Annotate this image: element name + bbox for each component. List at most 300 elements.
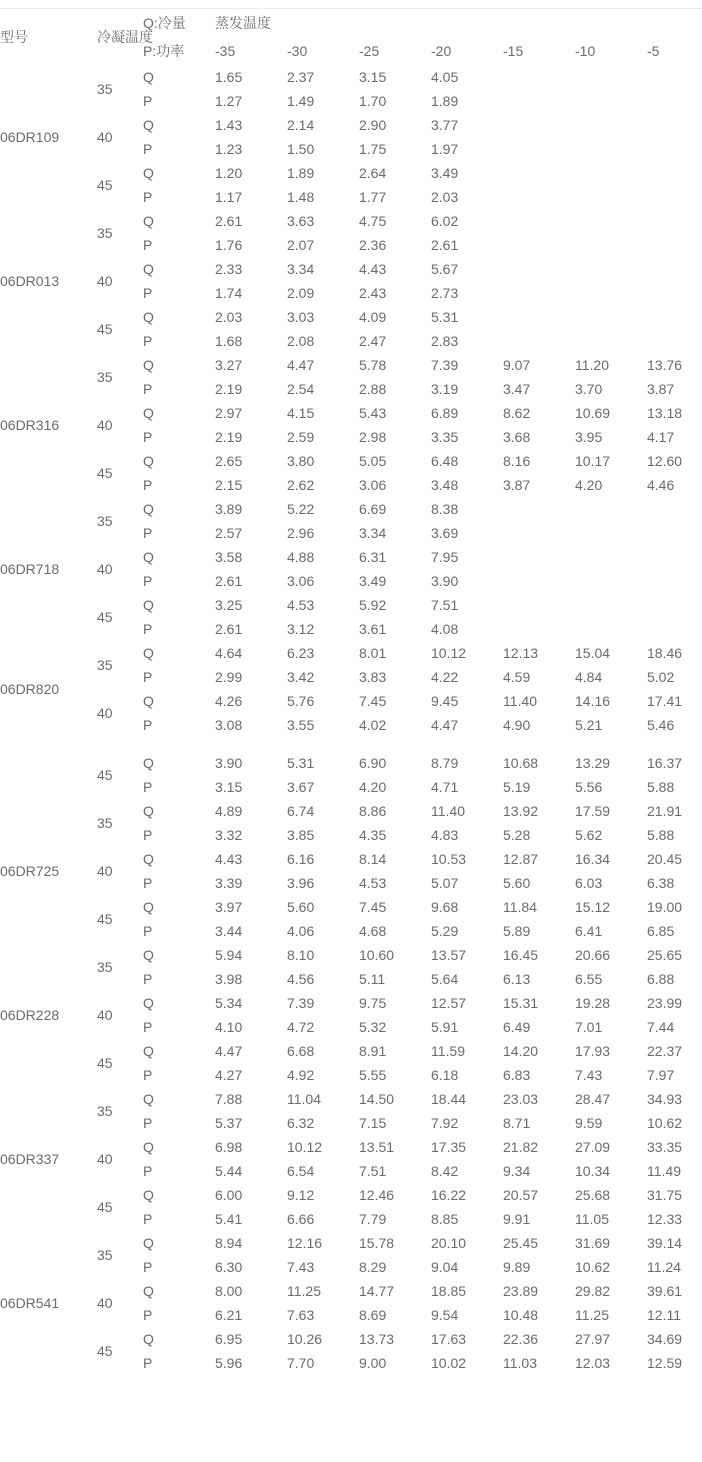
qp-label-cell: Q (143, 1043, 154, 1059)
value-cell: 1.20 (215, 165, 243, 181)
value-cell: 3.87 (503, 477, 531, 493)
value-cell: 6.03 (575, 875, 603, 891)
value-cell: 7.95 (431, 549, 459, 565)
value-cell: 12.13 (503, 645, 539, 661)
qp-label-cell: Q (143, 1091, 154, 1107)
value-cell: 21.91 (647, 803, 683, 819)
value-cell: 2.73 (431, 285, 459, 301)
value-cell: 5.43 (359, 405, 387, 421)
value-cell (575, 161, 647, 185)
value-cell: 6.16 (287, 851, 315, 867)
value-cell: 7.39 (431, 357, 459, 373)
qp-label-cell: Q (143, 1187, 154, 1203)
value-cell (647, 545, 702, 569)
value-cell: 3.69 (431, 525, 459, 541)
qp-label-cell: P (143, 669, 153, 685)
value-cell: 4.35 (359, 827, 387, 843)
value-cell: 5.31 (287, 755, 315, 771)
value-cell: 12.16 (287, 1235, 323, 1251)
value-cell (575, 185, 647, 209)
value-cell: 17.41 (647, 693, 683, 709)
value-cell: 2.61 (215, 621, 243, 637)
cond-temp-cell: 35 (97, 513, 113, 529)
value-cell: 4.05 (431, 69, 459, 85)
value-cell: 8.16 (503, 453, 531, 469)
value-cell (575, 521, 647, 545)
value-cell: 2.83 (431, 333, 459, 349)
value-cell (647, 593, 702, 617)
qp-label-cell: Q (143, 947, 154, 963)
value-cell: 5.92 (359, 597, 387, 613)
value-cell: 6.41 (575, 923, 603, 939)
table-row (0, 799, 702, 823)
value-cell: 14.16 (575, 693, 611, 709)
value-cell: 12.03 (575, 1355, 611, 1371)
value-cell: 39.61 (647, 1283, 683, 1299)
model-cell: 06DR109 (0, 129, 60, 145)
value-cell: 3.32 (215, 827, 243, 843)
value-cell: 17.35 (431, 1139, 467, 1155)
value-cell: 1.97 (431, 141, 459, 157)
value-cell: 3.96 (287, 875, 315, 891)
value-cell: 6.98 (215, 1139, 243, 1155)
value-cell: 3.77 (431, 117, 459, 133)
value-cell (503, 521, 575, 545)
value-cell: 4.89 (215, 803, 243, 819)
value-cell (575, 545, 647, 569)
value-cell (575, 617, 647, 641)
value-cell: 17.63 (431, 1331, 467, 1347)
header-temp-col-5: -15 (503, 43, 524, 59)
model-cell (0, 751, 97, 799)
value-cell: 3.08 (215, 717, 243, 733)
qp-label-cell: P (143, 1163, 153, 1179)
cond-temp-cell: 35 (97, 815, 113, 831)
value-cell: 11.84 (503, 899, 537, 915)
value-cell: 10.62 (575, 1259, 611, 1275)
value-cell: 1.76 (215, 237, 243, 253)
value-cell: 7.43 (287, 1259, 315, 1275)
qp-label-cell: P (143, 779, 153, 795)
qp-label-cell: P (143, 923, 153, 939)
value-cell: 9.54 (431, 1307, 459, 1323)
value-cell: 5.60 (503, 875, 531, 891)
cond-temp-cell: 35 (97, 225, 113, 241)
value-cell: 4.22 (431, 669, 459, 685)
value-cell: 3.34 (287, 261, 315, 277)
value-cell (503, 209, 575, 233)
value-cell: 3.89 (215, 501, 243, 517)
value-cell: 11.24 (647, 1259, 681, 1275)
qp-label-cell: P (143, 381, 153, 397)
value-cell: 4.84 (575, 669, 603, 685)
value-cell: 2.37 (287, 69, 315, 85)
value-cell: 1.77 (359, 189, 387, 205)
value-cell: 7.51 (359, 1163, 387, 1179)
value-cell: 5.32 (359, 1019, 387, 1035)
value-cell: 10.34 (575, 1163, 611, 1179)
value-cell: 6.85 (647, 923, 675, 939)
value-cell: 6.68 (287, 1043, 315, 1059)
value-cell (575, 569, 647, 593)
value-cell: 3.70 (575, 381, 603, 397)
value-cell: 3.95 (575, 429, 603, 445)
cond-temp-cell: 35 (97, 959, 113, 975)
value-cell: 12.33 (647, 1211, 683, 1227)
value-cell: 18.46 (647, 645, 683, 661)
value-cell: 1.74 (215, 285, 243, 301)
value-cell: 3.25 (215, 597, 243, 613)
value-cell: 5.88 (647, 779, 675, 795)
value-cell: 28.47 (575, 1091, 611, 1107)
value-cell: 6.32 (287, 1115, 315, 1131)
value-cell: 6.18 (431, 1067, 459, 1083)
value-cell: 6.49 (503, 1019, 531, 1035)
value-cell: 13.29 (575, 755, 611, 771)
value-cell: 7.43 (575, 1067, 603, 1083)
value-cell: 9.89 (503, 1259, 531, 1275)
value-cell: 5.67 (431, 261, 459, 277)
value-cell: 4.64 (215, 645, 243, 661)
value-cell: 3.85 (287, 827, 315, 843)
value-cell: 16.37 (647, 755, 683, 771)
spacer-row (0, 737, 702, 751)
value-cell: 6.02 (431, 213, 459, 229)
value-cell: 16.34 (575, 851, 611, 867)
value-cell: 25.68 (575, 1187, 611, 1203)
value-cell: 6.21 (215, 1307, 243, 1323)
value-cell: 2.33 (215, 261, 243, 277)
value-cell (503, 497, 575, 521)
qp-label-cell: P (143, 971, 153, 987)
value-cell (647, 185, 702, 209)
value-cell: 8.94 (215, 1235, 243, 1251)
value-cell (503, 185, 575, 209)
value-cell (503, 593, 575, 617)
table-row (0, 305, 702, 329)
value-cell: 6.23 (287, 645, 315, 661)
table-row (0, 689, 702, 713)
qp-label-cell: Q (143, 803, 154, 819)
value-cell: 6.89 (431, 405, 459, 421)
qp-label-cell: P (143, 141, 153, 157)
value-cell (647, 209, 702, 233)
value-cell: 10.69 (575, 405, 611, 421)
value-cell: 19.00 (647, 899, 683, 915)
qp-label-cell: Q (143, 755, 154, 771)
qp-label-cell: Q (143, 597, 154, 613)
value-cell: 13.57 (431, 947, 467, 963)
qp-label-cell: P (143, 1259, 153, 1275)
value-cell: 10.62 (647, 1115, 683, 1131)
value-cell: 2.19 (215, 381, 243, 397)
value-cell: 39.14 (647, 1235, 683, 1251)
table-row (0, 847, 702, 871)
qp-label-cell: P (143, 827, 153, 843)
value-cell: 22.37 (647, 1043, 683, 1059)
qp-label-cell: P (143, 1019, 153, 1035)
value-cell: 3.55 (287, 717, 315, 733)
value-cell: 6.55 (575, 971, 603, 987)
value-cell: 6.00 (215, 1187, 243, 1203)
value-cell: 13.92 (503, 803, 539, 819)
value-cell: 5.37 (215, 1115, 243, 1131)
qp-label-cell: P (143, 1115, 153, 1131)
value-cell: 2.59 (287, 429, 315, 445)
header-temp-col-6: -10 (575, 43, 596, 59)
value-cell: 20.10 (431, 1235, 467, 1251)
value-cell: 31.69 (575, 1235, 611, 1251)
value-cell: 4.92 (287, 1067, 315, 1083)
value-cell: 4.59 (503, 669, 531, 685)
value-cell: 5.94 (215, 947, 243, 963)
qp-label-cell: P (143, 1307, 153, 1323)
value-cell: 3.49 (431, 165, 459, 181)
table-row (0, 1231, 702, 1255)
value-cell (647, 497, 702, 521)
value-cell: 20.57 (503, 1187, 539, 1203)
value-cell: 5.34 (215, 995, 243, 1011)
header-temp-col-2: -30 (287, 43, 308, 59)
value-cell: 4.20 (359, 779, 387, 795)
value-cell: 4.20 (575, 477, 603, 493)
header-evap-temp: 蒸发温度 (215, 15, 271, 31)
value-cell: 3.87 (647, 381, 675, 397)
value-cell: 4.68 (359, 923, 387, 939)
value-cell: 2.43 (359, 285, 387, 301)
value-cell: 6.90 (359, 755, 387, 771)
value-cell: 1.89 (431, 93, 459, 109)
value-cell: 11.03 (503, 1355, 537, 1371)
value-cell: 4.83 (431, 827, 459, 843)
value-cell: 5.62 (575, 827, 603, 843)
value-cell: 5.96 (215, 1355, 243, 1371)
value-cell: 3.35 (431, 429, 459, 445)
value-cell: 2.64 (359, 165, 387, 181)
table-row (0, 545, 702, 569)
value-cell: 25.65 (647, 947, 683, 963)
value-cell: 3.03 (287, 309, 315, 325)
value-cell: 1.17 (215, 189, 243, 205)
value-cell: 4.72 (287, 1019, 315, 1035)
value-cell (503, 137, 575, 161)
value-cell: 10.53 (431, 851, 467, 867)
value-cell: 5.46 (647, 717, 675, 733)
table-row (0, 641, 702, 665)
value-cell: 1.65 (215, 69, 243, 85)
value-cell: 7.92 (431, 1115, 459, 1131)
value-cell: 12.60 (647, 453, 683, 469)
value-cell: 3.27 (215, 357, 243, 373)
qp-label-cell: P (143, 875, 153, 891)
value-cell: 9.59 (575, 1115, 603, 1131)
table-row (0, 1087, 702, 1111)
model-cell: 06DR718 (0, 561, 60, 577)
value-cell: 2.65 (215, 453, 243, 469)
cond-temp-cell: 40 (97, 863, 113, 879)
value-cell: 3.98 (215, 971, 243, 987)
value-cell (503, 113, 575, 137)
value-cell: 2.61 (215, 213, 243, 229)
value-cell: 11.40 (503, 693, 537, 709)
value-cell: 4.10 (215, 1019, 243, 1035)
value-cell: 3.34 (359, 525, 387, 541)
qp-label-cell: Q (143, 549, 154, 565)
value-cell: 2.99 (215, 669, 243, 685)
value-cell: 34.69 (647, 1331, 683, 1347)
value-cell (575, 329, 647, 353)
value-cell: 3.06 (359, 477, 387, 493)
value-cell (503, 305, 575, 329)
value-cell: 4.88 (287, 549, 315, 565)
value-cell: 8.85 (431, 1211, 459, 1227)
value-cell (647, 305, 702, 329)
value-cell: 2.62 (287, 477, 315, 493)
cond-temp-cell: 40 (97, 417, 113, 433)
value-cell (503, 233, 575, 257)
table-row (0, 449, 702, 473)
value-cell: 4.47 (431, 717, 459, 733)
value-cell: 11.25 (575, 1307, 609, 1323)
value-cell: 3.83 (359, 669, 387, 685)
value-cell: 1.27 (215, 93, 243, 109)
value-cell: 4.43 (215, 851, 243, 867)
value-cell: 12.59 (647, 1355, 683, 1371)
value-cell: 9.07 (503, 357, 531, 373)
value-cell: 6.88 (647, 971, 675, 987)
value-cell: 6.48 (431, 453, 459, 469)
value-cell: 15.31 (503, 995, 539, 1011)
qp-label-cell: P (143, 477, 153, 493)
value-cell: 8.29 (359, 1259, 387, 1275)
value-cell: 2.15 (215, 477, 243, 493)
value-cell: 2.88 (359, 381, 387, 397)
cond-temp-cell: 45 (97, 465, 113, 481)
value-cell (575, 593, 647, 617)
value-cell: 3.90 (215, 755, 243, 771)
value-cell (503, 257, 575, 281)
table-row (0, 209, 702, 233)
table-row (0, 497, 702, 521)
value-cell: 17.59 (575, 803, 611, 819)
value-cell (647, 113, 702, 137)
value-cell: 16.22 (431, 1187, 467, 1203)
value-cell: 3.12 (287, 621, 315, 637)
qp-label-cell: P (143, 1211, 153, 1227)
value-cell: 3.48 (431, 477, 459, 493)
table-row (0, 751, 702, 775)
value-cell (647, 257, 702, 281)
qp-label-cell: Q (143, 1235, 154, 1251)
header-model: 型号 (0, 29, 28, 45)
value-cell (647, 329, 702, 353)
value-cell (647, 137, 702, 161)
value-cell: 8.71 (503, 1115, 531, 1131)
value-cell: 11.25 (287, 1283, 321, 1299)
value-cell: 3.15 (215, 779, 243, 795)
spec-table (0, 8, 702, 1375)
value-cell (647, 233, 702, 257)
value-cell: 1.70 (359, 93, 387, 109)
value-cell (503, 329, 575, 353)
table-row (0, 257, 702, 281)
cond-temp-cell: 40 (97, 1151, 113, 1167)
value-cell (647, 65, 702, 89)
cond-temp-cell: 35 (97, 1103, 113, 1119)
value-cell (647, 569, 702, 593)
value-cell: 14.50 (359, 1091, 395, 1107)
value-cell: 6.69 (359, 501, 387, 517)
value-cell: 1.23 (215, 141, 243, 157)
value-cell: 27.97 (575, 1331, 611, 1347)
value-cell: 4.47 (287, 357, 315, 373)
value-cell: 18.85 (431, 1283, 467, 1299)
value-cell: 1.75 (359, 141, 387, 157)
header-temp-col-3: -25 (359, 43, 380, 59)
value-cell: 13.73 (359, 1331, 395, 1347)
value-cell: 3.15 (359, 69, 387, 85)
value-cell: 11.59 (431, 1043, 465, 1059)
qp-label-cell: P (143, 189, 153, 205)
value-cell: 11.04 (287, 1091, 321, 1107)
value-cell: 11.49 (647, 1163, 681, 1179)
value-cell: 2.97 (215, 405, 243, 421)
qp-label-cell: Q (143, 1283, 154, 1299)
value-cell: 8.10 (287, 947, 315, 963)
value-cell: 2.61 (215, 573, 243, 589)
model-cell: 06DR228 (0, 1007, 60, 1023)
value-cell: 5.31 (431, 309, 459, 325)
value-cell: 5.89 (503, 923, 531, 939)
value-cell (575, 89, 647, 113)
cond-temp-cell: 35 (97, 369, 113, 385)
value-cell: 8.86 (359, 803, 387, 819)
cond-temp-cell: 45 (97, 1055, 113, 1071)
value-cell: 2.03 (215, 309, 243, 325)
value-cell: 5.19 (503, 779, 531, 795)
value-cell: 23.99 (647, 995, 683, 1011)
value-cell: 3.80 (287, 453, 315, 469)
header-qp-legend (143, 9, 215, 66)
cond-temp-cell: 45 (97, 1343, 113, 1359)
value-cell: 13.76 (647, 357, 683, 373)
value-cell: 2.57 (215, 525, 243, 541)
value-cell: 7.15 (359, 1115, 387, 1131)
value-cell: 6.54 (287, 1163, 315, 1179)
value-cell: 23.89 (503, 1283, 539, 1299)
value-cell: 31.75 (647, 1187, 683, 1203)
value-cell: 1.49 (287, 93, 315, 109)
value-cell: 3.97 (215, 899, 243, 915)
table-body (0, 65, 702, 1375)
value-cell: 2.36 (359, 237, 387, 253)
value-cell: 9.34 (503, 1163, 531, 1179)
value-cell: 5.22 (287, 501, 315, 517)
value-cell: 2.14 (287, 117, 315, 133)
table-header (0, 9, 702, 66)
qp-label-cell: Q (143, 899, 154, 915)
model-cell: 06DR541 (0, 1295, 60, 1311)
qp-label-cell: P (143, 1355, 153, 1371)
value-cell: 5.76 (287, 693, 315, 709)
cond-temp-cell: 45 (97, 1199, 113, 1215)
value-cell (503, 617, 575, 641)
value-cell: 5.78 (359, 357, 387, 373)
value-cell: 5.41 (215, 1211, 243, 1227)
header-cond-temp: 冷凝温度 (97, 29, 153, 45)
value-cell: 12.46 (359, 1187, 395, 1203)
value-cell: 1.50 (287, 141, 315, 157)
